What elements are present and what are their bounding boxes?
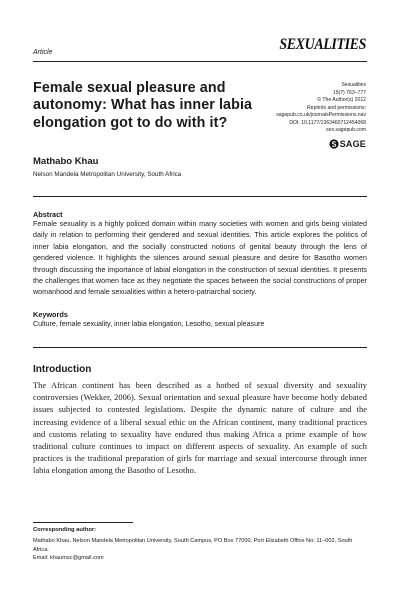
abstract-heading: Abstract	[33, 210, 63, 219]
reprints-label: Reprints and permissions:	[307, 104, 366, 111]
article-type-label: Article	[33, 49, 53, 56]
footnote-divider	[33, 522, 133, 523]
corresponding-author-heading: Corresponding author:	[33, 527, 97, 533]
abstract-text: Female sexuality is a highly policed domain within many societies with women and girls being violated daily in relation to performing their gendered and sexual identities. This article explores the politics of inner labia elongation, and the socially constructed notions of genital beauty through the lens of gendered violence. It highlights the silences around sexual pleasure and desire for Basotho women through discussing the importance of labial elongation in the construction of sexual identities. It presents the challenges that women face as they negotiate the spaces between the social constructions of proper womanhood and female sexualities within a hetero-patriarchal society.	[33, 220, 367, 297]
article-title: Female sexual pleasure and autonomy: What has inner labia elongation got to do with it?	[33, 80, 253, 131]
journal-name: Sexualities	[341, 82, 366, 88]
keywords-heading: Keywords	[33, 310, 68, 319]
publication-metadata	[241, 82, 366, 135]
author-name: Mathabo Khau	[33, 156, 99, 167]
keywords-text: Culture, female sexuality, inner labia elongation, Lesotho, sexual pleasure	[33, 320, 265, 328]
sage-mark-icon	[329, 139, 339, 149]
header-divider	[33, 61, 367, 62]
doi: DOI: 10.1177/1363460712454068	[289, 119, 366, 126]
introduction-text: The African continent has been described as a hotbed of sexual diversity and sexuality controversies (Wekker, 2006). Sexual orientation and sexual pleasure have become hotly debated issues subjected to contested legislations. Despite the dynamic nature of culture and the increasing evidence of a liberal sexual ethic on the African continent, many traditional practices and customs relating to sexuality have endured thus making Africa a prime example of how traditional culture continues to impact on different aspects of sexuality. An example of such practices is the traditional preparation of girls for marriage and sexual intercourse through inner labia elongation among the Basotho of Lesotho.	[33, 381, 367, 476]
author-affiliation: Nelson Mandela Metropolitan University, South Africa	[33, 171, 182, 178]
permissions-url: sagepub.co.uk/journalsPermissions.nav	[276, 112, 366, 118]
journal-site: sex.sagepub.com	[326, 127, 366, 133]
volume-pages: 15(7) 763–777	[332, 89, 366, 96]
corresponding-author-details	[33, 537, 367, 563]
introduction-heading: Introduction	[33, 364, 92, 375]
corresponding-author-address: Mathabo Khau, Nelson Mandela Metropolitan University, South Campus, PO Box 77000, Port Elizabeth Office No: 11–002, South Africa.	[33, 538, 353, 553]
journal-logo: SEXUALITIES	[279, 37, 366, 54]
publisher-name: SAGE	[339, 139, 366, 149]
abstract-section	[33, 196, 367, 348]
copyright: © The Author(s) 2012	[317, 97, 366, 103]
corresponding-author-email: Email: khaumsc@gmail.com	[33, 555, 104, 562]
publisher-logo	[329, 138, 366, 150]
